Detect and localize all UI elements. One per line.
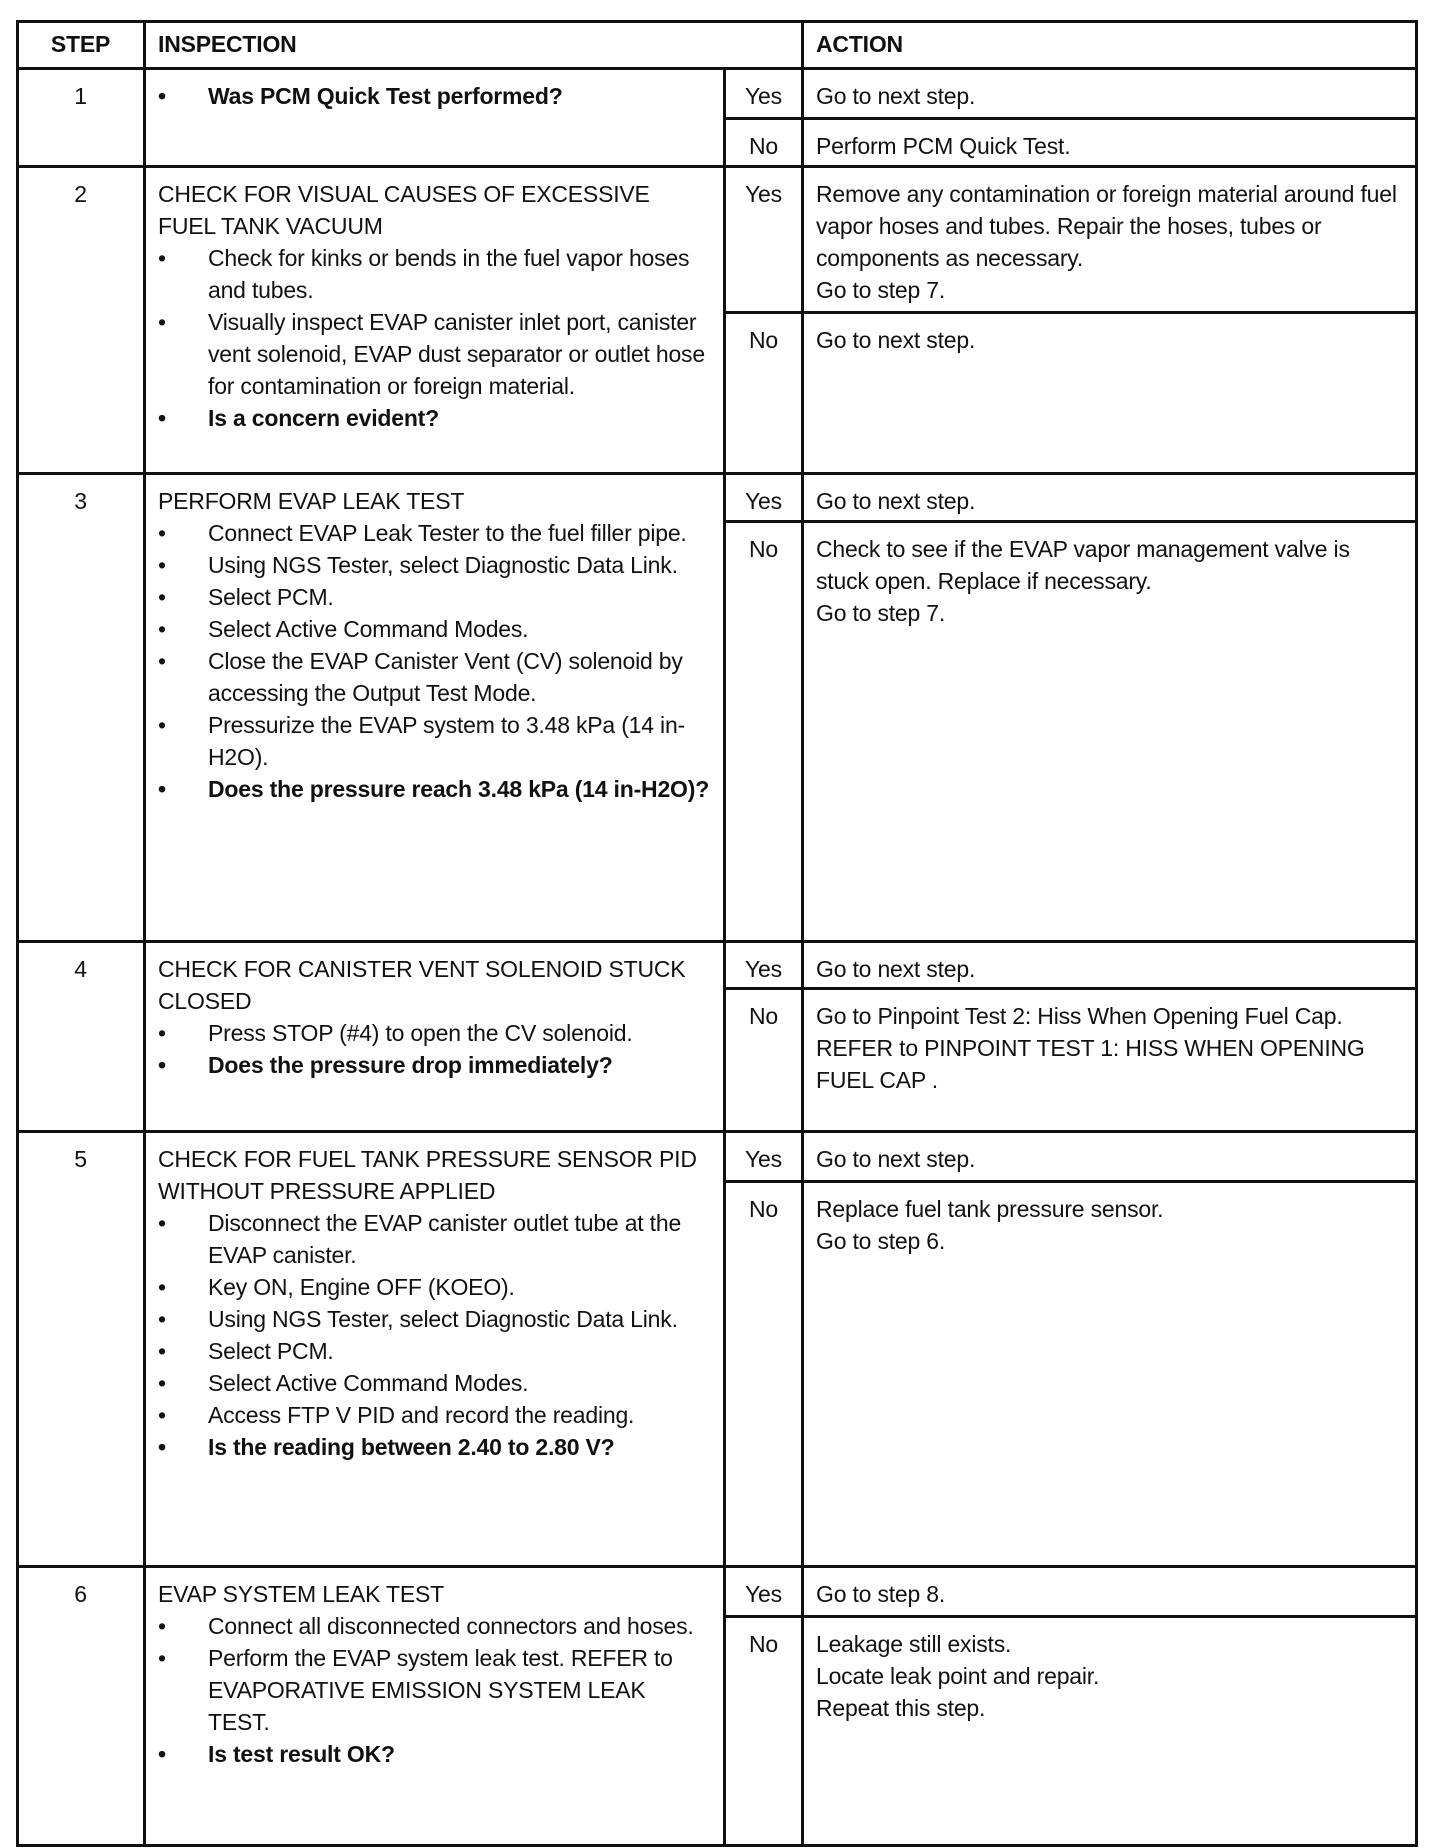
yes-action-cell: [802, 941, 1417, 989]
yes-label: Yes: [745, 181, 782, 207]
bullet-text: Select Active Command Modes.: [208, 616, 529, 642]
header-action-label: ACTION: [816, 31, 903, 57]
no-action-text: Go to next step.: [816, 327, 976, 353]
no-action-cell: [802, 988, 1417, 1132]
no-label: No: [748, 536, 778, 562]
inspection-cell: [144, 941, 725, 1132]
header-inspection-label: INSPECTION: [158, 31, 297, 57]
no-label: No: [748, 327, 778, 353]
yes-label-cell: [724, 941, 803, 989]
inspection-cell: [144, 1566, 725, 1846]
yes-action-text: Go to next step.: [816, 488, 976, 514]
inspection-heading: EVAP SYSTEM LEAK TEST: [158, 1581, 444, 1607]
step-number: 5: [74, 1146, 87, 1172]
bullet-text: Close the EVAP Canister Vent (CV) solenoid by accessing the Output Test Mode.: [208, 648, 683, 706]
bullet-text: Press STOP (#4) to open the CV solenoid.: [208, 1020, 633, 1046]
inspection-bullet: [158, 1303, 711, 1335]
yes-label-cell: [724, 166, 803, 313]
bullet-text: Select Active Command Modes.: [208, 1370, 529, 1396]
bullet-text: Pressurize the EVAP system to 3.48 kPa (14 in-H2O).: [208, 712, 686, 770]
yes-label-cell: [724, 473, 803, 522]
inspection-bullet: [158, 645, 711, 709]
bullet-text: Is the reading between 2.40 to 2.80 V?: [208, 1434, 615, 1460]
no-label-cell: [724, 118, 803, 167]
no-label-cell: [724, 521, 803, 942]
inspection-bullet: [158, 80, 711, 112]
no-action-text: Leakage still exists.: [816, 1631, 1012, 1657]
inspection-cell: [144, 473, 725, 942]
yes-label-cell: [724, 1566, 803, 1617]
yes-action-cell: [802, 68, 1417, 119]
no-action-text: REFER to PINPOINT TEST 1: HISS WHEN OPENING FUEL CAP .: [816, 1035, 1365, 1093]
bullet-icon: •: [158, 1306, 166, 1332]
step-number: 3: [74, 488, 87, 514]
bullet-icon: •: [158, 1274, 166, 1300]
no-label-cell: [724, 1616, 803, 1846]
yes-label: Yes: [745, 1146, 782, 1172]
bullet-icon: •: [158, 584, 166, 610]
bullet-text: Select PCM.: [208, 584, 334, 610]
inspection-bullet: [158, 517, 711, 549]
no-action-text: Go to Pinpoint Test 2: Hiss When Opening Fuel Cap.: [816, 1003, 1343, 1029]
step-number: 6: [74, 1581, 87, 1607]
inspection-bullet: [158, 306, 711, 402]
yes-action-text: Go to step 8.: [816, 1581, 946, 1607]
no-action-cell: [802, 1181, 1417, 1567]
bullet-text: Does the pressure reach 3.48 kPa (14 in-H2O)?: [208, 776, 710, 802]
no-action-text: Go to step 6.: [816, 1228, 946, 1254]
bullet-text: Was PCM Quick Test performed?: [208, 83, 563, 109]
no-label-cell: [724, 1181, 803, 1567]
no-action-cell: [802, 1616, 1417, 1846]
yes-label-cell: [724, 1131, 803, 1182]
bullet-text: Disconnect the EVAP canister outlet tube at the EVAP canister.: [208, 1210, 682, 1268]
inspection-bullet: [158, 1207, 711, 1271]
bullet-text: Select PCM.: [208, 1338, 334, 1364]
bullet-icon: •: [158, 520, 166, 546]
inspection-heading: CHECK FOR VISUAL CAUSES OF EXCESSIVE FUEL TANK VACUUM: [158, 181, 650, 239]
inspection-bullet: [158, 549, 711, 581]
step-number-cell: [16, 473, 145, 942]
no-action-text: Go to step 7.: [816, 600, 946, 626]
yes-action-cell: [802, 473, 1417, 522]
no-action-cell: [802, 118, 1417, 167]
inspection-cell: [144, 68, 725, 167]
step-number: 2: [74, 181, 87, 207]
bullet-icon: •: [158, 245, 166, 271]
no-label: No: [748, 133, 778, 159]
yes-label: Yes: [745, 488, 782, 514]
step-number-cell: [16, 166, 145, 474]
bullet-icon: •: [158, 776, 166, 802]
yes-action-cell: [802, 1131, 1417, 1182]
no-label: No: [748, 1631, 778, 1657]
step-number-cell: [16, 68, 145, 167]
no-action-text: Repeat this step.: [816, 1695, 986, 1721]
inspection-bullet: [158, 1738, 711, 1770]
yes-action-text: Remove any contamination or foreign material around fuel vapor hoses and tubes. Repair the hoses, tubes or components as necessary.: [816, 181, 1397, 271]
bullet-text: Key ON, Engine OFF (KOEO).: [208, 1274, 515, 1300]
header-inspection: [144, 20, 803, 69]
no-label-cell: [724, 988, 803, 1132]
inspection-bullet: [158, 1642, 711, 1738]
inspection-bullet: [158, 1271, 711, 1303]
inspection-bullet: [158, 1017, 711, 1049]
bullet-icon: •: [158, 1338, 166, 1364]
bullet-icon: •: [158, 1370, 166, 1396]
inspection-heading: CHECK FOR FUEL TANK PRESSURE SENSOR PID WITHOUT PRESSURE APPLIED: [158, 1146, 697, 1204]
yes-action-text: Go to next step.: [816, 1146, 976, 1172]
step-number-cell: [16, 941, 145, 1132]
inspection-bullet: [158, 1049, 711, 1081]
bullet-icon: •: [158, 1645, 166, 1671]
header-step: [16, 20, 145, 69]
inspection-bullet: [158, 1367, 711, 1399]
inspection-bullet: [158, 1399, 711, 1431]
yes-action-text: Go to next step.: [816, 83, 976, 109]
bullet-text: Using NGS Tester, select Diagnostic Data Link.: [208, 1306, 678, 1332]
yes-action-cell: [802, 166, 1417, 313]
header-step-label: STEP: [50, 31, 111, 57]
bullet-text: Perform the EVAP system leak test. REFER to EVAPORATIVE EMISSION SYSTEM LEAK TEST.: [208, 1645, 673, 1735]
bullet-text: Connect EVAP Leak Tester to the fuel filler pipe.: [208, 520, 687, 546]
bullet-icon: •: [158, 1741, 166, 1767]
yes-label: Yes: [745, 83, 782, 109]
yes-label-cell: [724, 68, 803, 119]
no-action-text: Replace fuel tank pressure sensor.: [816, 1196, 1164, 1222]
yes-action-text: Go to next step.: [816, 956, 976, 982]
bullet-text: Is a concern evident?: [208, 405, 439, 431]
bullet-icon: •: [158, 83, 166, 109]
bullet-text: Using NGS Tester, select Diagnostic Data Link.: [208, 552, 678, 578]
inspection-bullet: [158, 1610, 711, 1642]
bullet-text: Does the pressure drop immediately?: [208, 1052, 613, 1078]
inspection-heading: PERFORM EVAP LEAK TEST: [158, 488, 465, 514]
bullet-text: Access FTP V PID and record the reading.: [208, 1402, 635, 1428]
bullet-icon: •: [158, 1210, 166, 1236]
bullet-text: Is test result OK?: [208, 1741, 395, 1767]
no-action-text: Perform PCM Quick Test.: [816, 133, 1071, 159]
no-label: No: [748, 1003, 778, 1029]
bullet-icon: •: [158, 1613, 166, 1639]
bullet-icon: •: [158, 1020, 166, 1046]
inspection-bullet: [158, 402, 711, 434]
bullet-icon: •: [158, 648, 166, 674]
yes-label: Yes: [745, 956, 782, 982]
inspection-heading: CHECK FOR CANISTER VENT SOLENOID STUCK CLOSED: [158, 956, 686, 1014]
no-action-text: Check to see if the EVAP vapor management valve is stuck open. Replace if necessary.: [816, 536, 1350, 594]
inspection-cell: [144, 166, 725, 474]
step-number: 4: [74, 956, 87, 982]
inspection-bullet: [158, 613, 711, 645]
no-action-cell: [802, 312, 1417, 474]
bullet-text: Check for kinks or bends in the fuel vapor hoses and tubes.: [208, 245, 690, 303]
no-label-cell: [724, 312, 803, 474]
inspection-bullet: [158, 242, 711, 306]
step-number: 1: [74, 83, 87, 109]
bullet-icon: •: [158, 1402, 166, 1428]
no-action-cell: [802, 521, 1417, 942]
no-label: No: [748, 1196, 778, 1222]
bullet-icon: •: [158, 552, 166, 578]
yes-action-cell: [802, 1566, 1417, 1617]
bullet-icon: •: [158, 1434, 166, 1460]
inspection-bullet: [158, 1335, 711, 1367]
yes-action-text: Go to step 7.: [816, 277, 946, 303]
inspection-bullet: [158, 1431, 711, 1463]
inspection-bullet: [158, 581, 711, 613]
bullet-text: Connect all disconnected connectors and hoses.: [208, 1613, 694, 1639]
bullet-text: Visually inspect EVAP canister inlet port, canister vent solenoid, EVAP dust separator or outlet hose for contamination or foreign material.: [208, 309, 705, 399]
bullet-icon: •: [158, 405, 166, 431]
step-number-cell: [16, 1131, 145, 1567]
inspection-bullet: [158, 773, 711, 805]
bullet-icon: •: [158, 616, 166, 642]
inspection-cell: [144, 1131, 725, 1567]
bullet-icon: •: [158, 1052, 166, 1078]
step-number-cell: [16, 1566, 145, 1846]
yes-label: Yes: [745, 1581, 782, 1607]
no-action-text: Locate leak point and repair.: [816, 1663, 1100, 1689]
bullet-icon: •: [158, 712, 166, 738]
bullet-icon: •: [158, 309, 166, 335]
inspection-bullet: [158, 709, 711, 773]
header-action: [802, 20, 1417, 69]
